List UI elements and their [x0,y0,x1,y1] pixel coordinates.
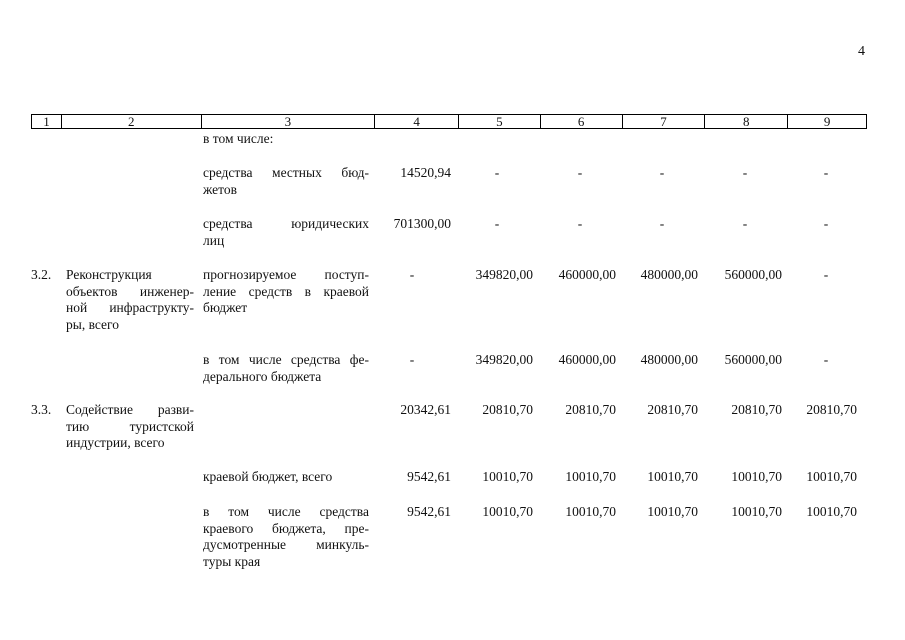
page-number: 4 [858,44,865,59]
item-name-line: Содействие разви- [66,402,194,417]
value-cell: 9542,61 [407,469,451,484]
value-dash: - [823,165,829,180]
source-description-line: в том числе средства [203,504,369,519]
source-description-line: ление средств в краевой [203,283,369,299]
source-description-line: краевого бюджета, пре- [203,520,369,536]
source-description-line: дусмотренные минкуль- [203,537,369,552]
value-cell: 10010,70 [647,504,698,519]
source-description-line: туры края [203,553,261,569]
source-description-line: жетов [203,181,237,197]
value-cell: 20810,70 [482,402,533,417]
value-cell: 20342,61 [400,402,451,417]
value-cell: 20810,70 [806,402,857,417]
value-dash: - [494,165,500,180]
value-cell: 349820,00 [475,267,533,282]
value-cell: 349820,00 [475,352,533,367]
value-dash: - [659,165,665,180]
header-col-4: 4 [375,115,459,128]
value-cell: 460000,00 [558,267,616,282]
source-description-line: бюджет [203,300,248,315]
value-cell: 480000,00 [640,352,698,367]
item-name-line: Реконструкция [66,267,152,282]
value-dash: - [742,216,748,231]
table-header-row [31,114,867,129]
header-col-3: 3 [202,115,376,128]
value-cell: 10010,70 [806,504,857,519]
value-dash: - [409,352,415,367]
item-name-line: тию туристской [66,418,194,434]
value-cell: 10010,70 [565,504,616,519]
value-cell: 10010,70 [806,469,857,484]
header-col-7: 7 [623,115,706,128]
value-dash: - [742,165,748,180]
row-number: 3.3. [31,402,52,417]
value-dash: - [494,216,500,231]
source-description-line: в том числе: [203,131,274,146]
value-cell: 9542,61 [407,504,451,519]
value-cell: 10010,70 [482,504,533,519]
header-col-5: 5 [459,115,541,128]
header-col-9: 9 [823,114,831,129]
value-cell: 10010,70 [565,469,616,484]
source-description-line: в том числе средства фе- [203,352,369,367]
value-cell: 10010,70 [482,469,533,484]
value-dash: - [577,216,583,231]
value-cell: 10010,70 [731,469,782,484]
value-cell: 560000,00 [724,267,782,282]
value-dash: - [823,216,829,231]
source-description-line: дерального бюджета [203,368,322,384]
value-cell: 480000,00 [640,267,698,282]
source-description-line: средства юридических [203,216,369,231]
value-cell: 14520,94 [400,165,451,180]
source-description-line: краевой бюджет, всего [203,469,333,484]
value-dash: - [577,165,583,180]
value-cell: 20810,70 [731,402,782,417]
source-description-line: прогнозируемое поступ- [203,267,369,282]
header-col-1: 1 [32,115,62,128]
value-dash: - [659,216,665,231]
header-col-8: 8 [705,115,788,128]
value-cell: 460000,00 [558,352,616,367]
value-cell: 560000,00 [724,352,782,367]
item-name-line: ной инфраструкту- [66,300,194,315]
item-name-line: ры, всего [66,316,119,332]
value-cell: 10010,70 [731,504,782,519]
header-col-6: 6 [541,115,623,128]
value-cell: 20810,70 [565,402,616,417]
source-description-line: лиц [203,232,225,248]
row-number: 3.2. [31,267,52,282]
item-name-line: индустрии, всего [66,435,165,450]
value-cell: 701300,00 [393,216,451,231]
item-name-line: объектов инженер- [66,283,194,299]
value-cell: 10010,70 [647,469,698,484]
value-cell: 20810,70 [647,402,698,417]
header-col-2: 2 [62,115,202,128]
value-dash: - [823,267,829,282]
source-description-line: средства местных бюд- [203,165,369,180]
value-dash: - [409,267,415,282]
value-dash: - [823,352,829,367]
